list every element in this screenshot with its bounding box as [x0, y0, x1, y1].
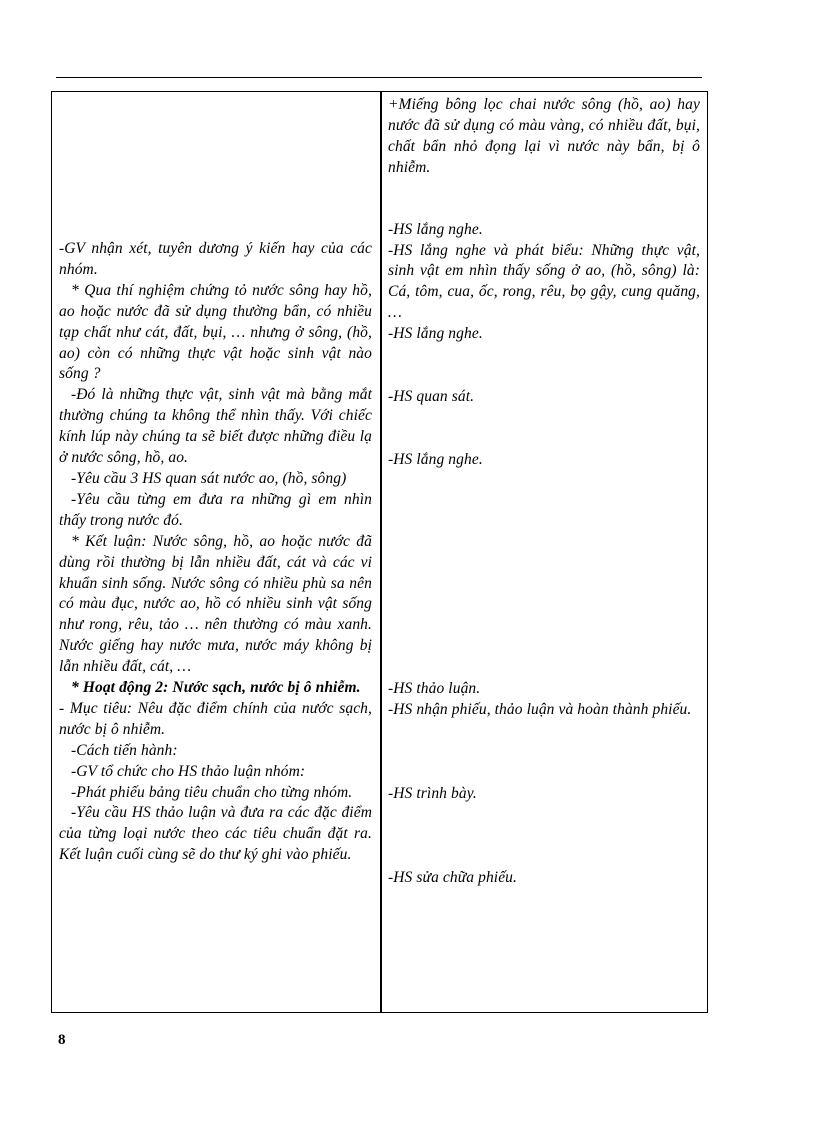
teacher-step: - Mục tiêu: Nêu đặc điểm chính của nước sạch, nước bị ô nhiễm. [59, 699, 372, 738]
student-response: -HS thảo luận. [388, 679, 481, 697]
student-response: -HS sửa chữa phiếu. [388, 868, 518, 886]
teacher-step: * Qua thí nghiệm chứng tỏ nước sông hay hồ, ao hoặc nước đã sử dụng thường bẩn, có nhiều tạp chất như cát, đất, bụi, … nhưng ở sông, (hồ, ao) còn có những thực vật hoặc sinh vật nào sống ? [59, 281, 372, 383]
student-response: -HS lắng nghe. [388, 220, 483, 238]
conclusion-text: * Kết luận: Nước sông, hồ, ao hoặc nước đã dùng rồi thường bị lẫn nhiều đất, cát và các vi khuẩn sinh sống. Nước sông có nhiều phù sa nên có màu đục, nước ao, hồ có nhiều sinh vật sống như rong, rêu, tảo … nên thường có màu xanh. Nước giếng hay nước mưa, nước máy không bị lẫn nhiều đất, cát, … [59, 532, 372, 676]
student-response: -HS lắng nghe. [388, 450, 483, 468]
page-number: 8 [58, 1032, 66, 1048]
student-activities-cell [382, 92, 708, 1012]
student-response: -HS lắng nghe. [388, 325, 483, 343]
teacher-step: -GV nhận xét, tuyên dương ý kiến hay của các nhóm. [59, 240, 372, 278]
header-rule [56, 77, 702, 78]
student-response: -HS lắng nghe và phát biểu: Những thực vật, sinh vật em nhìn thấy sống ở ao, (hồ, sông) là: Cá, tôm, cua, ốc, rong, rêu, bọ gậy, cung quăng, … [388, 241, 700, 322]
student-response: -HS trình bày. [388, 784, 477, 802]
teacher-step: -GV tổ chức cho HS thảo luận nhóm: [71, 762, 306, 780]
student-response: +Miếng bông lọc chai nước sông (hồ, ao) hay nước đã sử dụng có màu vàng, có nhiều đất, bụi, chất bẩn nhỏ đọng lại vì nước này bẩn, bị ô nhiễm. [388, 96, 700, 176]
teacher-step: -Yêu cầu HS thảo luận và đưa ra các đặc điểm của từng loại nước theo các tiêu chuẩn đặt ra. Kết luận cuối cùng sẽ do thư ký ghi vào phiếu. [59, 804, 372, 864]
student-response: -HS nhận phiếu, thảo luận và hoàn thành phiếu. [388, 700, 692, 718]
teacher-step: -Yêu cầu 3 HS quan sát nước ao, (hồ, sông) [71, 469, 347, 487]
teacher-step: -Phát phiếu bảng tiêu chuẩn cho từng nhóm. [71, 783, 353, 801]
teacher-step: -Cách tiến hành: [71, 741, 178, 759]
teacher-step: -Đó là những thực vật, sinh vật mà bằng mắt thường chúng ta không thể nhìn thấy. Với chiếc kính lúp này chúng ta sẽ biết được những điều lạ ở nước sông, hồ, ao. [59, 386, 372, 467]
lesson-table [51, 91, 708, 1013]
student-response: -HS quan sát. [388, 388, 475, 406]
teacher-step: -Yêu cầu từng em đưa ra những gì em nhìn thấy trong nước đó. [59, 490, 372, 529]
activity-heading: * Hoạt động 2: Nước sạch, nước bị ô nhiễm. [71, 679, 361, 697]
teacher-activities-cell [52, 92, 380, 1012]
